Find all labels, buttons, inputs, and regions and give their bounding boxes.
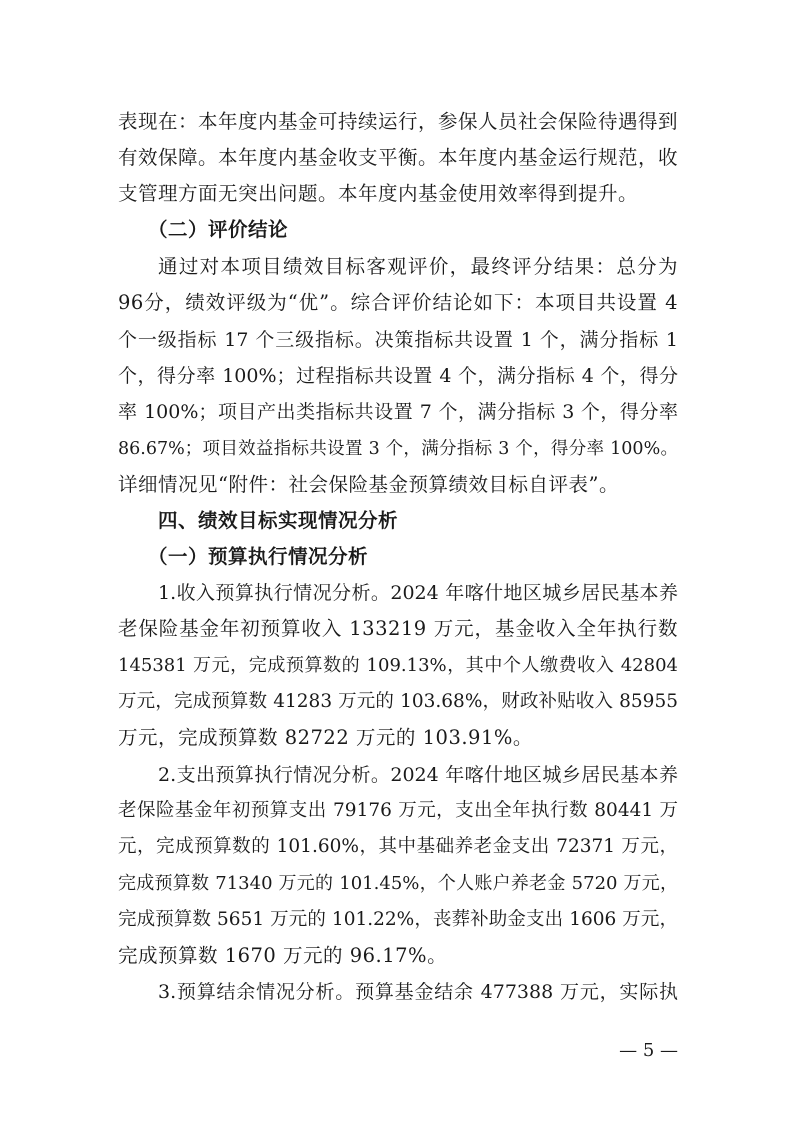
body-line: 表现在：本年度内基金可持续运行，参保人员社会保险待遇得到 bbox=[118, 110, 679, 133]
section-heading-budget-execution: （一）预算执行情况分析 bbox=[148, 545, 369, 568]
section-heading-goal-analysis: 四、绩效目标实现情况分析 bbox=[158, 509, 399, 532]
body-line: 个，得分率 100%；过程指标共设置 4 个，满分指标 4 个，得分 bbox=[118, 365, 678, 387]
body-line: 万元，完成预算数 82722 万元的 103.91%。 bbox=[118, 726, 533, 749]
body-line: 个一级指标 17 个三级指标。决策指标共设置 1 个，满分指标 1 bbox=[118, 329, 678, 351]
body-line: 3.预算结余情况分析。预算基金结余 477388 万元，实际执 bbox=[158, 981, 678, 1003]
body-line: 老保险基金年初预算支出 79176 万元，支出全年执行数 80441 万 bbox=[118, 800, 678, 821]
body-line: 完成预算数 1670 万元的 96.17%。 bbox=[118, 944, 448, 967]
body-line: 2.支出预算执行情况分析。2024 年喀什地区城乡居民基本养 bbox=[158, 764, 678, 786]
body-line: 通过对本项目绩效目标客观评价，最终评分结果：总分为 bbox=[158, 255, 678, 278]
body-line: 145381 万元，完成预算数的 109.13%，其中个人缴费收入 42804 bbox=[118, 655, 678, 676]
section-heading-evaluation-conclusion: （二）评价结论 bbox=[148, 218, 289, 241]
body-line: 1.收入预算执行情况分析。2024 年喀什地区城乡居民基本养 bbox=[158, 582, 678, 604]
body-line: 完成预算数 71340 万元的 101.45%，个人账户养老金 5720 万元， bbox=[118, 873, 678, 894]
body-line: 96分，绩效评级为“优”。综合评价结论如下：本项目共设置 4 bbox=[118, 291, 678, 314]
body-line: 支管理方面无突出问题。本年度内基金使用效率得到提升。 bbox=[118, 182, 639, 205]
page-number: — 5 — bbox=[619, 1040, 678, 1061]
body-line: 元，完成预算数的 101.60%，其中基础养老金支出 72371 万元， bbox=[118, 836, 678, 857]
body-line: 老保险基金年初预算收入 133219 万元，基金收入全年执行数 bbox=[118, 617, 678, 640]
body-line: 率 100%；项目产出类指标共设置 7 个，满分指标 3 个，得分率 bbox=[118, 401, 678, 423]
body-line: 完成预算数 5651 万元的 101.22%，丧葬补助金支出 1606 万元， bbox=[118, 909, 678, 930]
body-line: 86.67%；项目效益指标共设置 3 个，满分指标 3 个，得分率 100%。 bbox=[118, 439, 678, 459]
body-line: 有效保障。本年度内基金收支平衡。本年度内基金运行规范，收 bbox=[118, 146, 679, 169]
body-line: 详细情况见“附件：社会保险基金预算绩效目标自评表”。 bbox=[118, 473, 619, 496]
body-line: 万元，完成预算数 41283 万元的 103.68%，财政补贴收入 85955 bbox=[118, 691, 678, 712]
